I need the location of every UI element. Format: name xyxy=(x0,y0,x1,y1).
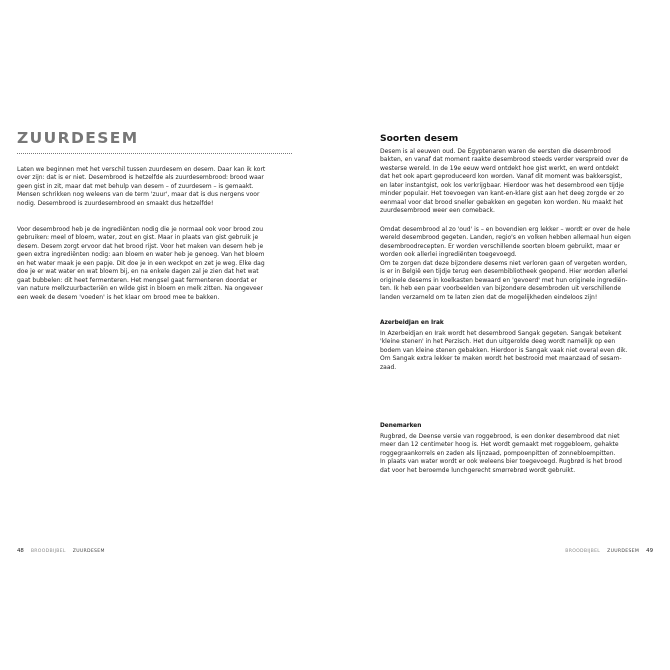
text-line: Desem is al eeuwen oud. De Egyptenaren waren de eersten die desembrood xyxy=(380,148,611,155)
subsection-paragraph xyxy=(380,433,622,475)
body-paragraph xyxy=(380,226,631,302)
page-footer xyxy=(17,548,105,554)
chapter-title: ZUURDESEM xyxy=(17,129,139,147)
intro-paragraph xyxy=(17,166,265,208)
text-line: Voor desembrood heb je de ingrediënten nodig die je normaal ook voor brood zou xyxy=(17,226,264,233)
right-page xyxy=(335,0,670,670)
subsection-title: Azerbeidjan en Irak xyxy=(380,320,444,326)
text-line: dat voor het beroemde lunchgerecht smørrebrød wordt gebruikt. xyxy=(380,466,576,474)
text-line: In plaats van water wordt er ook weleens bier toegevoegd. Rugbrød is het brood xyxy=(380,458,622,466)
text-line: zaad. xyxy=(380,363,397,371)
dotted-divider xyxy=(17,153,292,154)
text-line: en het water maak je een papje. Dit doe je in een weckpot en zet je weg. Elke dag xyxy=(17,259,265,267)
subsection-paragraph xyxy=(380,330,627,372)
text-line: nodig. Desembrood is zuurdesembrood en smaakt dus hetzelfde! xyxy=(17,199,214,207)
text-line: dat het ook apart geproduceerd kon worden. Vanaf dit moment was bakkersgist, xyxy=(380,173,623,181)
text-line: geen gist in zit, maar dat met behulp van desem – of zuurdesem – is gemaakt. xyxy=(17,182,254,190)
text-line: Om te zorgen dat deze bijzondere desems niet verloren gaan of vergeten worden, xyxy=(380,259,627,267)
text-line: is er in België een tijdje terug een desembibliotheek geopend. Hier worden allerlei xyxy=(380,268,628,276)
text-line: worden ook allerlei ingrediënten toegevoegd. xyxy=(380,251,517,259)
section-title: Soorten desem xyxy=(380,133,459,144)
text-line: bodem van kleine stenen gebakken. Hierdoor is Sangak vaak niet overal even dik. xyxy=(380,346,628,354)
text-line: Laten we beginnen met het verschil tussen zuurdesem en desem. Daar kan ik kort xyxy=(17,166,266,173)
text-line: doe je er wat water en wat bloem bij, en na enkele dagen zal je zien dat het wat xyxy=(17,268,259,276)
text-line: eenmaal voor dat brood sneller gebakken en gegeten kon worden. Nu maakt het xyxy=(380,198,624,206)
text-line: over zijn: dat is er niet. Desembrood is hetzelfde als zuurdesembrood: brood waar xyxy=(17,174,264,182)
text-line: wereld desembrood gegeten. Landen, regio's en volken hebben allemaal hun eigen xyxy=(380,234,631,242)
text-line: bakten, en vanaf dat moment raakte desembrood steeds verder verspreid over de xyxy=(380,156,629,164)
text-line: Rugbrød, de Deense versie van roggebrood, is een donker desembrood dat niet xyxy=(380,433,620,440)
text-line: meer dan 12 centimeter hoog is. Het wordt gemaakt met roggebloem, gehakte xyxy=(380,441,619,449)
text-line: een week de desem 'voeden' is het klaar om brood mee te bakken. xyxy=(17,293,220,301)
text-line: In Azerbeidjan en Irak wordt het desembrood Sangak gegeten. Sangak betekent xyxy=(380,330,622,337)
body-paragraph xyxy=(17,226,265,302)
book-title: BROODBIJBEL xyxy=(565,548,601,554)
text-line: originele desems in koelkasten bewaard en 'gevoerd' met hun originele ingrediën- xyxy=(380,276,628,284)
text-line: roggegraankorrels en zaden als lijnzaad, pompoenpitten of zonnebloempitten. xyxy=(380,449,616,457)
text-line: desembroodrecepten. Er worden verschillende soorten bloem gebruikt, maar er xyxy=(380,242,620,250)
text-line: Om Sangak extra lekker te maken wordt het bestrooid met maanzaad of sesam- xyxy=(380,355,622,363)
text-line: westerse wereld. In de 19e eeuw werd ontdekt hoe gist werkt, en werd ontdekt xyxy=(380,164,619,172)
text-line: geen extra ingrediënten nodig: aan bloem en water heb je genoeg. Van het bloem xyxy=(17,251,265,259)
chapter-name: ZUURDESEM xyxy=(72,548,105,554)
text-line: van nature melkzuurbacteriën en wilde gist in bloem en melk zitten. Na ongeveer xyxy=(17,285,263,293)
text-line: gebruiken: meel of bloem, water, zout en gist. Maar in plaats van gist gebruik je xyxy=(17,234,259,242)
intro-paragraph xyxy=(380,148,628,216)
text-line: zuurdesembrood weer een comeback. xyxy=(380,207,495,215)
text-line: minder populair. Het toevoegen van kant-en-klare gist aan het deeg zorgde er zo xyxy=(380,190,624,198)
page-number: 48 xyxy=(17,548,24,554)
text-line: gaat bubbelen: dit heet fermenteren. Het mengsel gaat fermenteren doordat er xyxy=(17,276,257,284)
text-line: Omdat desembrood al zo 'oud' is – en bovendien erg lekker – wordt er over de hele xyxy=(380,226,631,233)
page-number: 49 xyxy=(646,548,653,554)
text-line: en later instantgist, ook los verkrijgbaar. Hierdoor was het desembrood een tijdje xyxy=(380,181,624,189)
book-title: BROODBIJBEL xyxy=(30,548,66,554)
chapter-name: ZUURDESEM xyxy=(607,548,640,554)
text-line: 'kleine stenen' in het Perzisch. Het dun uitgerolde deeg wordt namelijk op een xyxy=(380,338,616,346)
text-line: desem. Desem zorgt ervoor dat het brood rijst. Voor het maken van desem heb je xyxy=(17,242,264,250)
text-line: landen verzameld om te laten zien dat de mogelijkheden eindeloos zijn! xyxy=(380,293,598,301)
text-line: ten. Ik heb een paar voorbeelden van bijzondere desembroden uit verschillende xyxy=(380,285,622,293)
text-line: Mensen schrikken nog weleens van de term 'zuur', maar dat is dus nergens voor xyxy=(17,191,260,199)
page-footer xyxy=(565,548,653,554)
subsection-title: Denemarken xyxy=(380,423,422,429)
